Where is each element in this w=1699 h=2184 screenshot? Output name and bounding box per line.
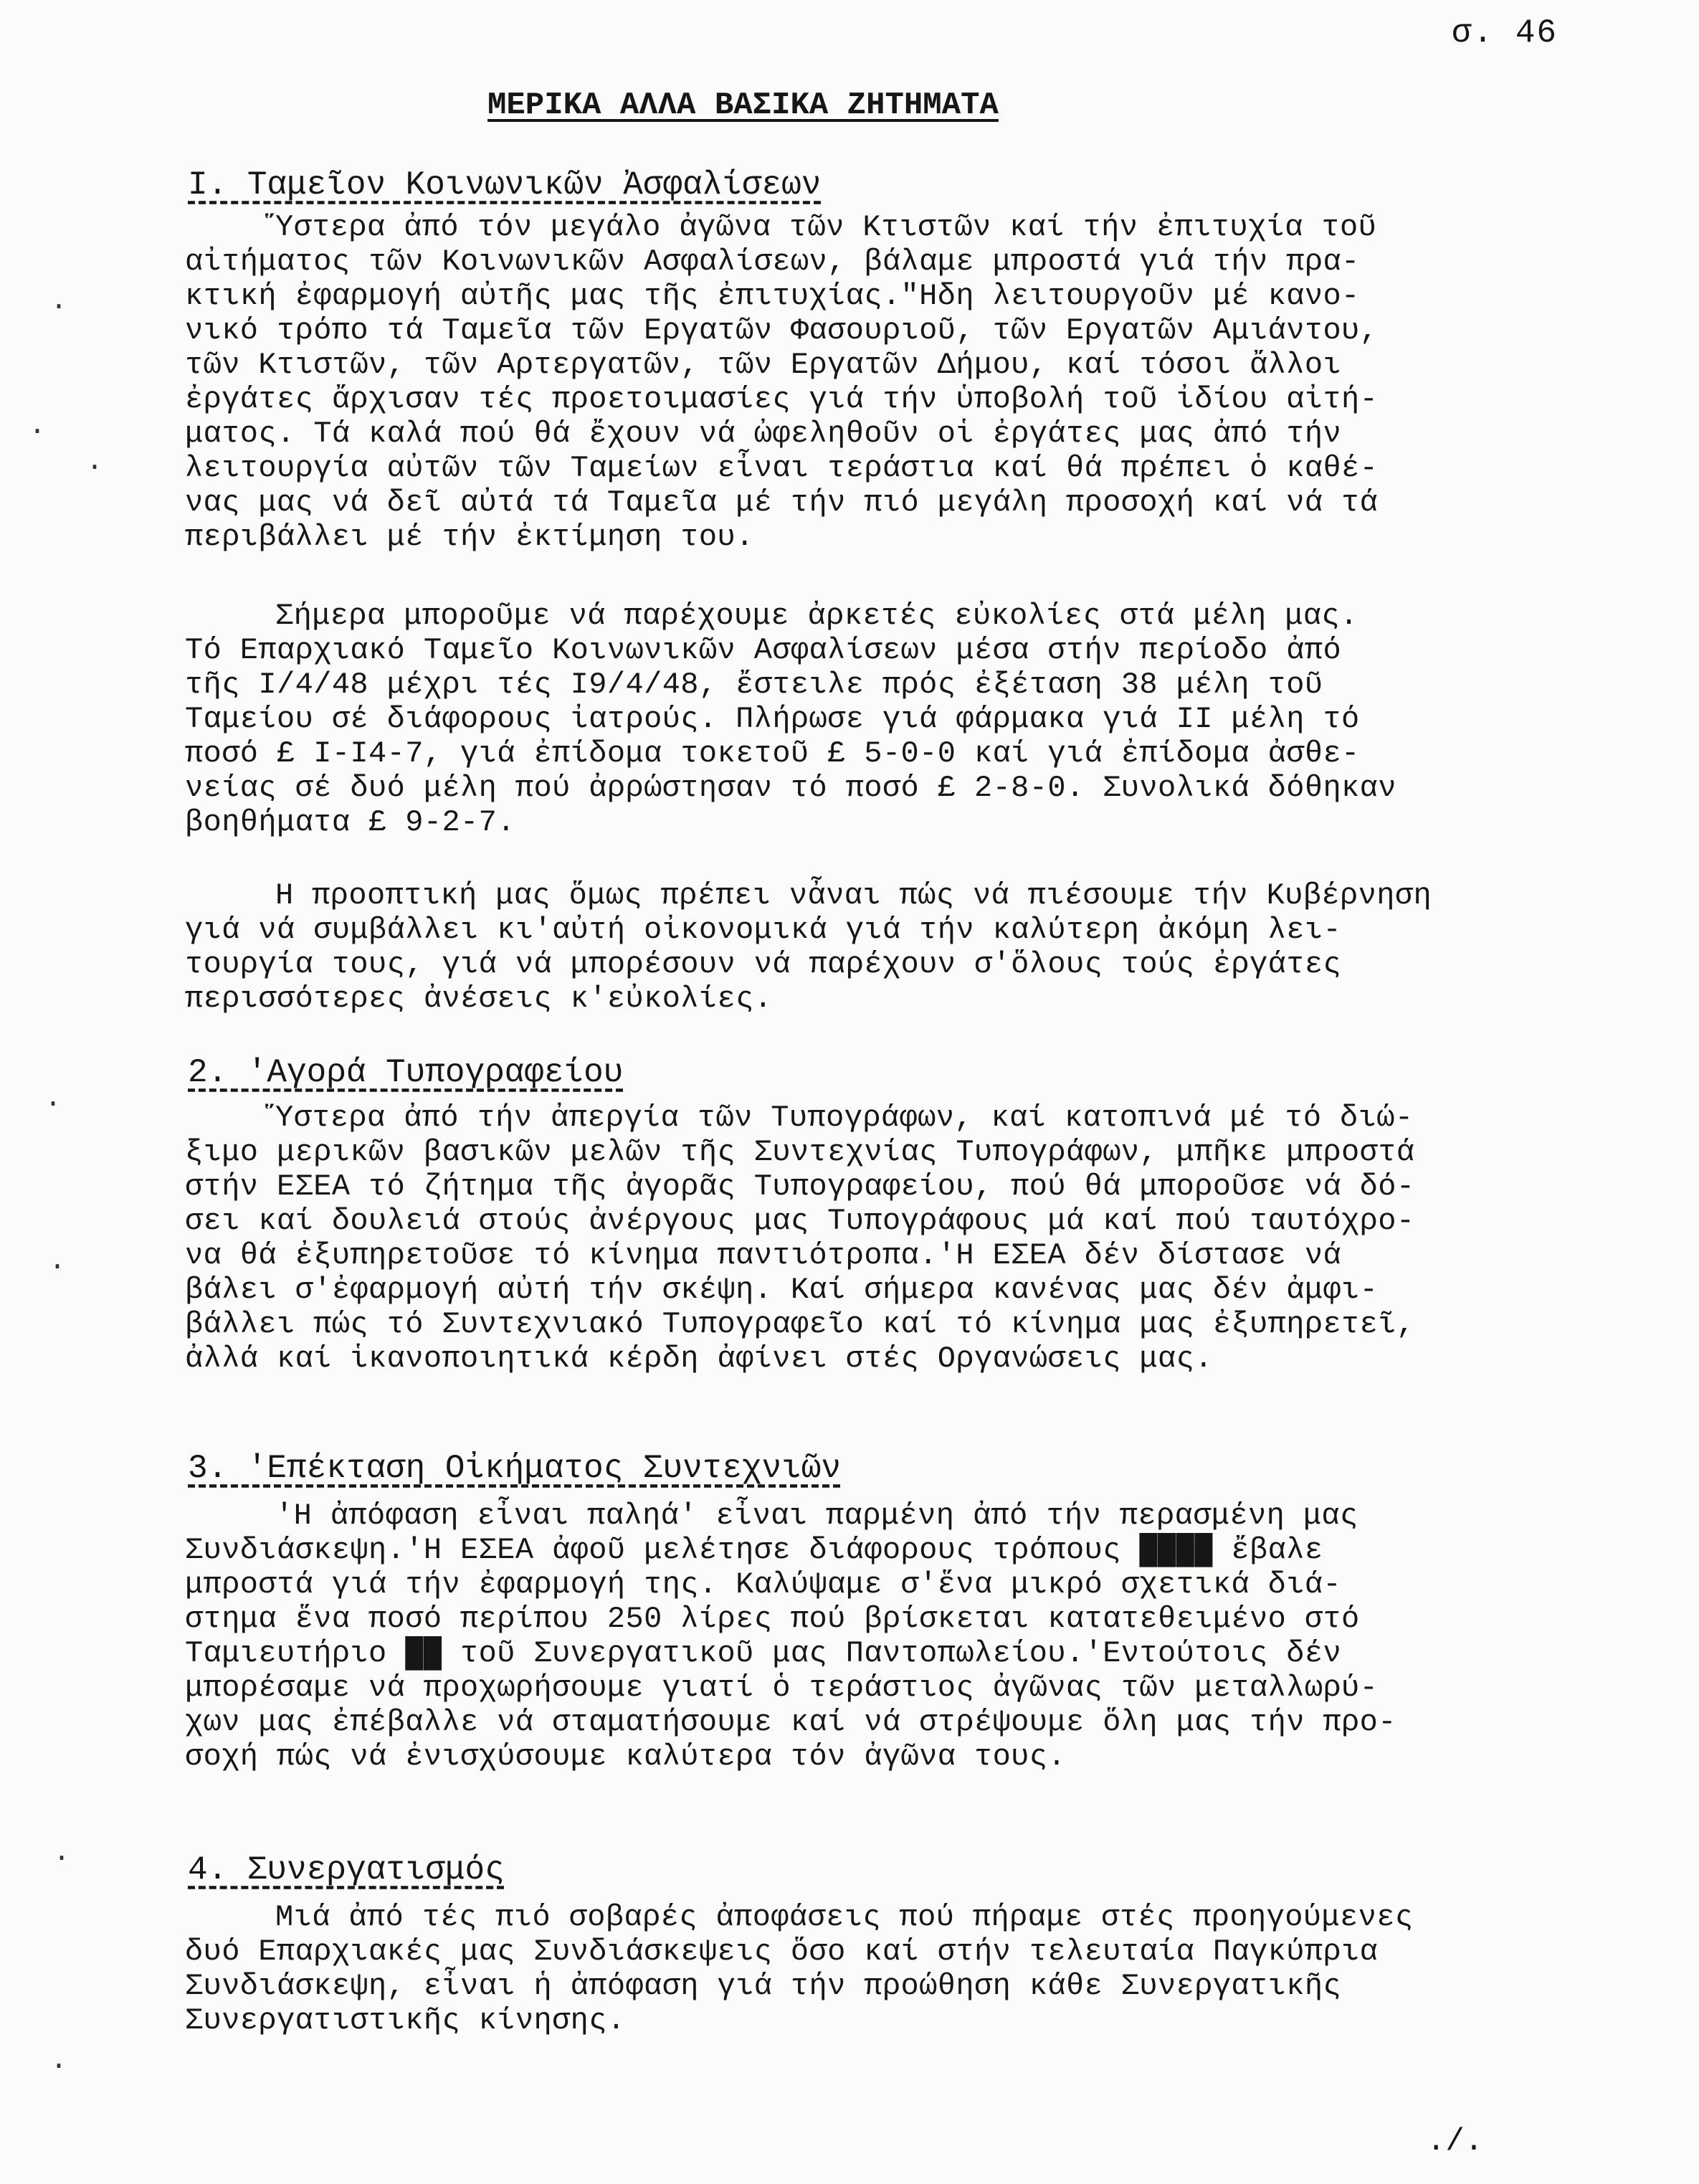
section-2-paragraph-1 xyxy=(185,1101,1617,1376)
margin-speck: · xyxy=(86,452,104,484)
text-line: τῶν Κτιστῶν, τῶν Αρτεργατῶν, τῶν Εργατῶν Δήμου, καί τόσοι ἄλλοι xyxy=(185,348,1342,382)
margin-speck: · xyxy=(50,2051,68,2083)
text-line: να θά ἐξυπηρετοῦσε τό κίνημα παντιότροπα.'Η ΕΣΕΑ δέν δίστασε νά xyxy=(185,1238,1342,1273)
text-line: γιά νά συμβάλλει κι'αὐτή οἰκονομικά γιά τήν καλύτερη ἀκόμη λει- xyxy=(185,913,1342,947)
text-line: λειτουργία αὐτῶν τῶν Ταμείων εἶναι τεράστια καί θά πρέπει ὁ καθέ- xyxy=(185,451,1379,485)
text-line: τουργία τους, γιά νά μπορέσουν νά παρέχουν σ'ὅλους τούς ἐργάτες xyxy=(185,947,1342,982)
text-line: μπορέσαμε νά προχωρήσουμε γιατί ὁ τεράστιος ἀγῶνας τῶν μεταλλωρύ- xyxy=(185,1671,1379,1705)
margin-speck: · xyxy=(50,291,68,323)
text-line: Τό Επαρχιακό Ταμεῖο Κοινωνικῶν Ασφαλίσεων μέσα στήν περίοδο ἀπό xyxy=(185,633,1342,668)
text-line: στημα ἕνα ποσό περίπου 250 λίρες πού βρίσκεται κατατεθειμένο στό xyxy=(185,1602,1360,1636)
section-1-paragraph-1 xyxy=(185,210,1617,554)
text-line: Σήμερα μποροῦμε νά παρέχουμε ἀρκετές εὐκολίες στά μέλη μας. xyxy=(275,599,1358,633)
page-number: σ. 46 xyxy=(1452,14,1558,52)
section-1-paragraph-2 xyxy=(185,599,1617,840)
text-line: τῆς I/4/48 μέχρι τές I9/4/48, ἔστειλε πρός ἐξέταση 38 μέλη τοῦ xyxy=(185,668,1323,702)
page-title: ΜΕΡΙΚΑ ΑΛΛΑ ΒΑΣΙΚΑ ΖΗΤΗΜΑΤΑ xyxy=(487,87,999,123)
text-line: δυό Επαρχιακές μας Συνδιάσκεψεις ὅσο καί στήν τελευταία Παγκύπρια xyxy=(185,1934,1379,1969)
text-line: ποσό £ I-I4-7, γιά ἐπίδομα τοκετοῦ £ 5-0-0 καί γιά ἐπίδομα ἀσθε- xyxy=(185,736,1360,771)
margin-speck: · xyxy=(29,416,47,448)
section-heading-1: I. Ταμεῖον Κοινωνικῶν Ἀσφαλίσεων xyxy=(188,166,822,204)
margin-speck: · xyxy=(53,1843,71,1875)
text-line: βοηθήματα £ 9-2-7. xyxy=(185,805,515,840)
text-line: ξιμο μερικῶν βασικῶν μελῶν τῆς Συντεχνίας Τυπογράφων, μπῆκε μπροστά xyxy=(185,1135,1415,1169)
text-line: στήν ΕΣΕΑ τό ζήτημα τῆς ἀγορᾶς Τυπογραφείου, πού θά μποροῦσε νά δό- xyxy=(185,1169,1415,1204)
text-line: ματος. Τά καλά πού θά ἔχουν νά ὠφεληθοῦν οἱ ἐργάτες μας ἀπό τήν xyxy=(185,417,1342,451)
text-line: Μιά ἀπό τές πιό σοβαρές ἀποφάσεις πού πήραμε στές προηγούμενες xyxy=(275,1900,1414,1934)
text-line: νικό τρόπο τά Ταμεῖα τῶν Εργατῶν Φασουριοῦ, τῶν Εργατῶν Αμιάντου, xyxy=(185,313,1379,348)
text-line: Συνεργατιστικῆς κίνησης. xyxy=(185,2003,626,2038)
text-line: ἀλλά καί ἱκανοποιητικά κέρδη ἀφίνει στές Οργανώσεις μας. xyxy=(185,1342,1213,1376)
text-line: σοχή πώς νά ἐνισχύσουμε καλύτερα τόν ἀγῶνα τους. xyxy=(185,1739,1066,1774)
text-line: Η προοπτική μας ὅμως πρέπει νἆναι πώς νά πιέσουμε τήν Κυβέρνηση xyxy=(275,878,1432,913)
text-line: Ὕστερα ἀπό τήν ἀπεργία τῶν Τυπογράφων, καί κατοπινά μέ τό διώ- xyxy=(275,1101,1414,1135)
section-heading-2: 2. 'Αγορά Τυπογραφείου xyxy=(188,1054,624,1091)
text-line: σει καί δουλειά στούς ἀνέργους μας Τυπογράφους μά καί πού ταυτόχρο- xyxy=(185,1204,1415,1238)
text-line: Συνδιάσκεψη, εἶναι ἡ ἀπόφαση γιά τήν προώθηση κάθε Συνεργατικῆς xyxy=(185,1969,1342,2003)
section-1-paragraph-3 xyxy=(185,878,1617,1016)
text-line: νείας σέ δυό μέλη πού ἀρρώστησαν τό ποσό £ 2-8-0. Συνολικά δόθηκαν xyxy=(185,771,1396,805)
text-line: κτική ἐφαρμογή αὐτῆς μας τῆς ἐπιτυχίας."Ηδη λειτουργοῦν μέ κανο- xyxy=(185,279,1360,313)
text-line: μπροστά γιά τήν ἐφαρμογή της. Καλύψαμε σ'ἕνα μικρό σχετικά διά- xyxy=(185,1567,1342,1602)
section-3-paragraph-1 xyxy=(185,1499,1617,1774)
text-line: ἐργάτες ἄρχισαν τές προετοιμασίες γιά τήν ὑποβολή τοῦ ἰδίου αἰτή- xyxy=(185,382,1379,417)
continuation-mark: ./. xyxy=(1427,2124,1484,2160)
text-line: χων μας ἐπέβαλλε νά σταματήσουμε καί νά στρέψουμε ὅλη μας τήν προ- xyxy=(185,1705,1396,1739)
margin-speck: · xyxy=(49,1251,67,1283)
margin-speck: · xyxy=(44,1088,62,1121)
text-line: Ταμιευτήριο ██ τοῦ Συνεργατικοῦ μας Παντοπωλείου.'Εντούτοις δέν xyxy=(185,1636,1342,1671)
text-line: 'Η ἀπόφαση εἶναι παληά' εἶναι παρμένη ἀπό τήν περασμένη μας xyxy=(275,1499,1358,1533)
section-4-paragraph-1 xyxy=(185,1900,1617,2038)
text-line: Συνδιάσκεψη.'Η ΕΣΕΑ ἀφοῦ μελέτησε διάφορους τρόπους ████ ἔβαλε xyxy=(185,1533,1323,1567)
text-line: νας μας νά δεῖ αὐτά τά Ταμεῖα μέ τήν πιό μεγάλη προσοχή καί νά τά xyxy=(185,485,1379,520)
text-line: βάλει σ'ἐφαρμογή αὐτή τήν σκέψη. Καί σήμερα κανένας μας δέν ἀμφι- xyxy=(185,1273,1379,1307)
section-heading-4: 4. Συνεργατισμός xyxy=(188,1851,505,1889)
text-line: περισσότερες ἀνέσεις κ'εὐκολίες. xyxy=(185,982,773,1016)
text-line: Ταμείου σέ διάφορους ἰατρούς. Πλήρωσε γιά φάρμακα γιά II μέλη τό xyxy=(185,702,1360,736)
text-line: βάλλει πώς τό Συντεχνιακό Τυπογραφεῖο καί τό κίνημα μας ἐξυπηρετεῖ, xyxy=(185,1307,1415,1342)
text-line: περιβάλλει μέ τήν ἐκτίμηση του. xyxy=(185,520,754,554)
text-line: αἰτήματος τῶν Κοινωνικῶν Ασφαλίσεων, βάλαμε μπροστά γιά τήν πρα- xyxy=(185,244,1360,279)
text-line: Ὕστερα ἀπό τόν μεγάλο ἀγῶνα τῶν Κτιστῶν καί τήν ἐπιτυχία τοῦ xyxy=(275,210,1377,244)
section-heading-3: 3. 'Επέκταση Οἰκήματος Συντεχνιῶν xyxy=(188,1450,841,1487)
